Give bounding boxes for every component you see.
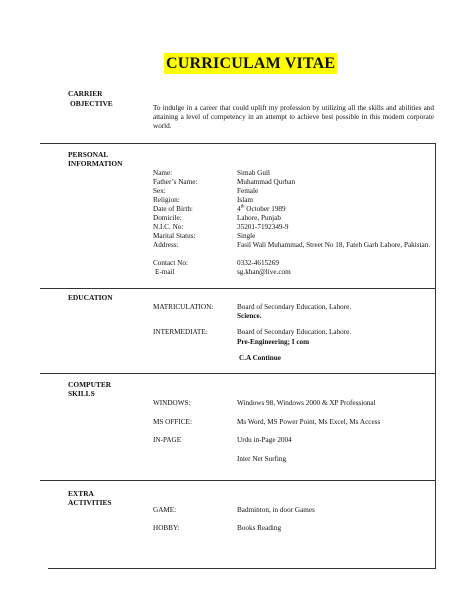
- address-label: Address:: [153, 241, 179, 249]
- email-label: E-mail: [155, 268, 175, 276]
- father-name-label: Father’s Name:: [153, 178, 198, 186]
- windows-value: Windows 98, Windows 2000 & XP Professional: [237, 399, 376, 407]
- name-value: Simab Gull: [237, 169, 270, 177]
- windows-label: WINDOWS:: [153, 399, 191, 407]
- dob-rest: October 1989: [244, 205, 286, 213]
- domicile-value: Lahore, Punjab: [237, 214, 281, 222]
- dob-day: 4: [237, 205, 241, 213]
- section-divider: [40, 288, 435, 289]
- extra-heading-line2: ACTIVITIES: [68, 498, 112, 507]
- game-label: GAME:: [153, 506, 177, 514]
- computer-heading-line2: SKILLS: [68, 389, 95, 398]
- address-value: Fasil Wali Muhammad, Street No 18, Fateh Garh Lahore, Pakistan.: [237, 241, 431, 249]
- domicile-label: Domicile:: [153, 214, 182, 222]
- in-page-label: IN-PAGE: [153, 436, 182, 444]
- bottom-border: [48, 568, 436, 569]
- religion-value: Islam: [237, 196, 253, 204]
- section-divider: [40, 480, 435, 481]
- sex-value: Female: [237, 187, 259, 195]
- ca-continue: C.A Continue: [239, 354, 281, 362]
- objective-heading-line1: CARRIER: [68, 89, 103, 98]
- internet-value: Inter Net Surfing: [237, 455, 287, 463]
- computer-heading-line1: COMPUTER: [68, 380, 112, 389]
- dob-suffix: th: [240, 204, 245, 210]
- matric-label: MATRICULATION:: [153, 303, 214, 311]
- religion-label: Religion:: [153, 196, 180, 204]
- section-divider: [40, 373, 435, 374]
- personal-heading-line2: INFORMATION: [68, 159, 123, 168]
- section-divider: [40, 143, 435, 144]
- contact-value: 0332-4615269: [237, 259, 279, 267]
- dob-value: [237, 205, 286, 214]
- inter-board: Board of Secondary Education, Lahore.: [237, 328, 352, 336]
- contact-label: Contact No:: [153, 259, 188, 267]
- objective-text: To indulge in a career that could uplift my profession by utilizing all the skills and abilities and attaining a level of competency in an attempt to achieve best possible in this modern corporate world.: [153, 104, 434, 130]
- matric-field: Science.: [237, 312, 262, 320]
- matric-board: Board of Secondary Education, Lahore.: [237, 303, 352, 311]
- extra-heading-line1: EXTRA: [68, 489, 94, 498]
- father-name-value: Muhammad Qurban: [237, 178, 296, 186]
- inter-field: Pre-Engineering; I com: [237, 338, 310, 346]
- marital-label: Marital Status:: [153, 232, 196, 240]
- page-title: CURRICULAM VITAE: [166, 55, 336, 72]
- in-page-value: Urdu in-Page 2004: [237, 436, 292, 444]
- hobby-label: HOBBY:: [153, 524, 180, 532]
- sex-label: Sex:: [153, 187, 166, 195]
- ms-office-label: MS OFFICE:: [153, 418, 192, 426]
- game-value: Badminton, in door Games: [237, 506, 315, 514]
- nic-value: 35201-7192349-9: [237, 223, 289, 231]
- email-value: sg.khan@live.com: [237, 268, 291, 276]
- education-heading: EDUCATION: [68, 293, 113, 302]
- marital-value: Single: [237, 232, 256, 240]
- objective-heading-line2: OBJECTIVE: [70, 99, 113, 108]
- dob-label: Date of Birth:: [153, 205, 193, 213]
- right-border: [435, 143, 436, 568]
- personal-heading-line1: PERSONAL: [68, 150, 109, 159]
- name-label: Name:: [153, 169, 173, 177]
- ms-office-value: Ms Word, MS Power Point, Ms Excel, Ms Access: [237, 418, 381, 426]
- nic-label: N.I.C. No:: [153, 223, 184, 231]
- hobby-value: Books Reading: [237, 524, 282, 532]
- inter-label: INTERMEDIATE:: [153, 328, 208, 336]
